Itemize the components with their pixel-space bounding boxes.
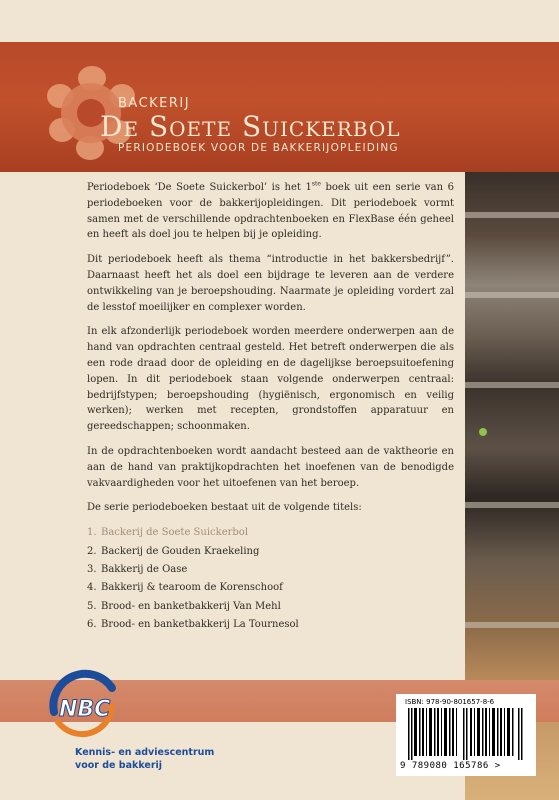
- list-item-label: Brood- en banketbakkerij La Tournesol: [101, 619, 299, 631]
- publisher-tagline-line2: voor de bakkerij: [75, 760, 163, 771]
- photo-shelf: [465, 292, 559, 298]
- paragraph-series-intro: De serie periodeboeken bestaat uit de volgende titels:: [87, 502, 362, 514]
- list-item-label: Backerij de Soete Suickerbol: [101, 527, 249, 539]
- list-item: [87, 599, 454, 615]
- brand-title: De Soete Suickerbol: [100, 110, 401, 143]
- list-item: [87, 580, 454, 596]
- list-item: [87, 525, 454, 541]
- list-item-label: Bakkerij de Oase: [101, 563, 188, 575]
- list-number: 5.: [87, 600, 97, 612]
- list-number: 2.: [87, 545, 97, 557]
- photo-shelf: [465, 622, 559, 628]
- list-item-label: Backerij de Gouden Kraekeling: [101, 545, 260, 557]
- superscript-ste: ste: [311, 180, 321, 188]
- paragraph-intro: [87, 180, 454, 243]
- paragraph-topics: In elk afzonderlijk periodeboek worden meerdere onderwerpen aan de hand van opdrachten centraal gesteld. Het betreft onderwerpen die als een rode draad door de opleiding en de dagelijkse beroepsuitoefening lopen. In dit periodeboek staan volgende onderwerpen centraal: bedrijfstypen; beroepshouding (hygiënisch, ergonomisch en veilig werken); werken met recepten, grondstoffen apparatuur en gereedschappen; schoonmaken.: [87, 326, 454, 433]
- list-number: 4.: [87, 582, 97, 594]
- list-number: 3.: [87, 563, 97, 575]
- publisher-tagline-line1: Kennis- en adviescentrum: [75, 747, 215, 758]
- isbn-label: ISBN: 978-90-801657-8-6: [405, 698, 495, 706]
- list-item-label: Brood- en banketbakkerij Van Mehl: [101, 600, 281, 612]
- photo-shelf: [465, 502, 559, 508]
- list-number: 6.: [87, 619, 97, 631]
- nbc-logo-icon: [42, 666, 124, 746]
- series-title-list: [87, 525, 454, 633]
- ean-digits: 9 789080 165786 >: [400, 761, 501, 771]
- list-number: 1.: [87, 527, 97, 539]
- barcode-icon: [408, 708, 524, 760]
- photo-shelf: [465, 382, 559, 388]
- brand-small-label: BACKERIJ: [118, 96, 191, 111]
- list-item: [87, 562, 454, 578]
- list-item: [87, 544, 454, 560]
- list-item: [87, 617, 454, 633]
- barcode-box: [396, 694, 536, 776]
- oven-indicator-light: [479, 428, 487, 436]
- paragraph-text: boek uit een serie van 6 periodeboeken voor de bakkerijopleidingen. Dit periodeboek vormt samen met de verschillende opdrachtenboeken en FlexBase één geheel en heeft als doel jou te helpen bij je opleiding.: [87, 182, 455, 241]
- back-cover-text: [87, 180, 454, 635]
- paragraph-theme: Dit periodeboek heeft als thema “introductie in het bakkersbedrijf”. Daarnaast heeft het als doel een bijdrage te leveren aan de verdere ontwikkeling van je beroepshouding. Naarmate je opleiding vordert zal de lesstof moeilijker en complexer worden.: [87, 254, 454, 313]
- paragraph-workbooks: In de opdrachtenboeken wordt aandacht besteed aan de vaktheorie en aan de hand van praktijkopdrachten het inoefenen van de benodigde vakvaardigheden voor het uitoefenen van het beroep.: [87, 445, 454, 489]
- list-item-label: Bakkerij & tearoom de Korenschoof: [101, 582, 283, 594]
- brand-subtitle: PERIODEBOEK VOOR DE BAKKERIJOPLEIDING: [118, 142, 399, 154]
- photo-shelf: [465, 212, 559, 218]
- nbc-logo-text: NBC: [59, 697, 111, 722]
- paragraph-text: Periodeboek ‘De Soete Suickerbol’ is het 1: [87, 182, 312, 193]
